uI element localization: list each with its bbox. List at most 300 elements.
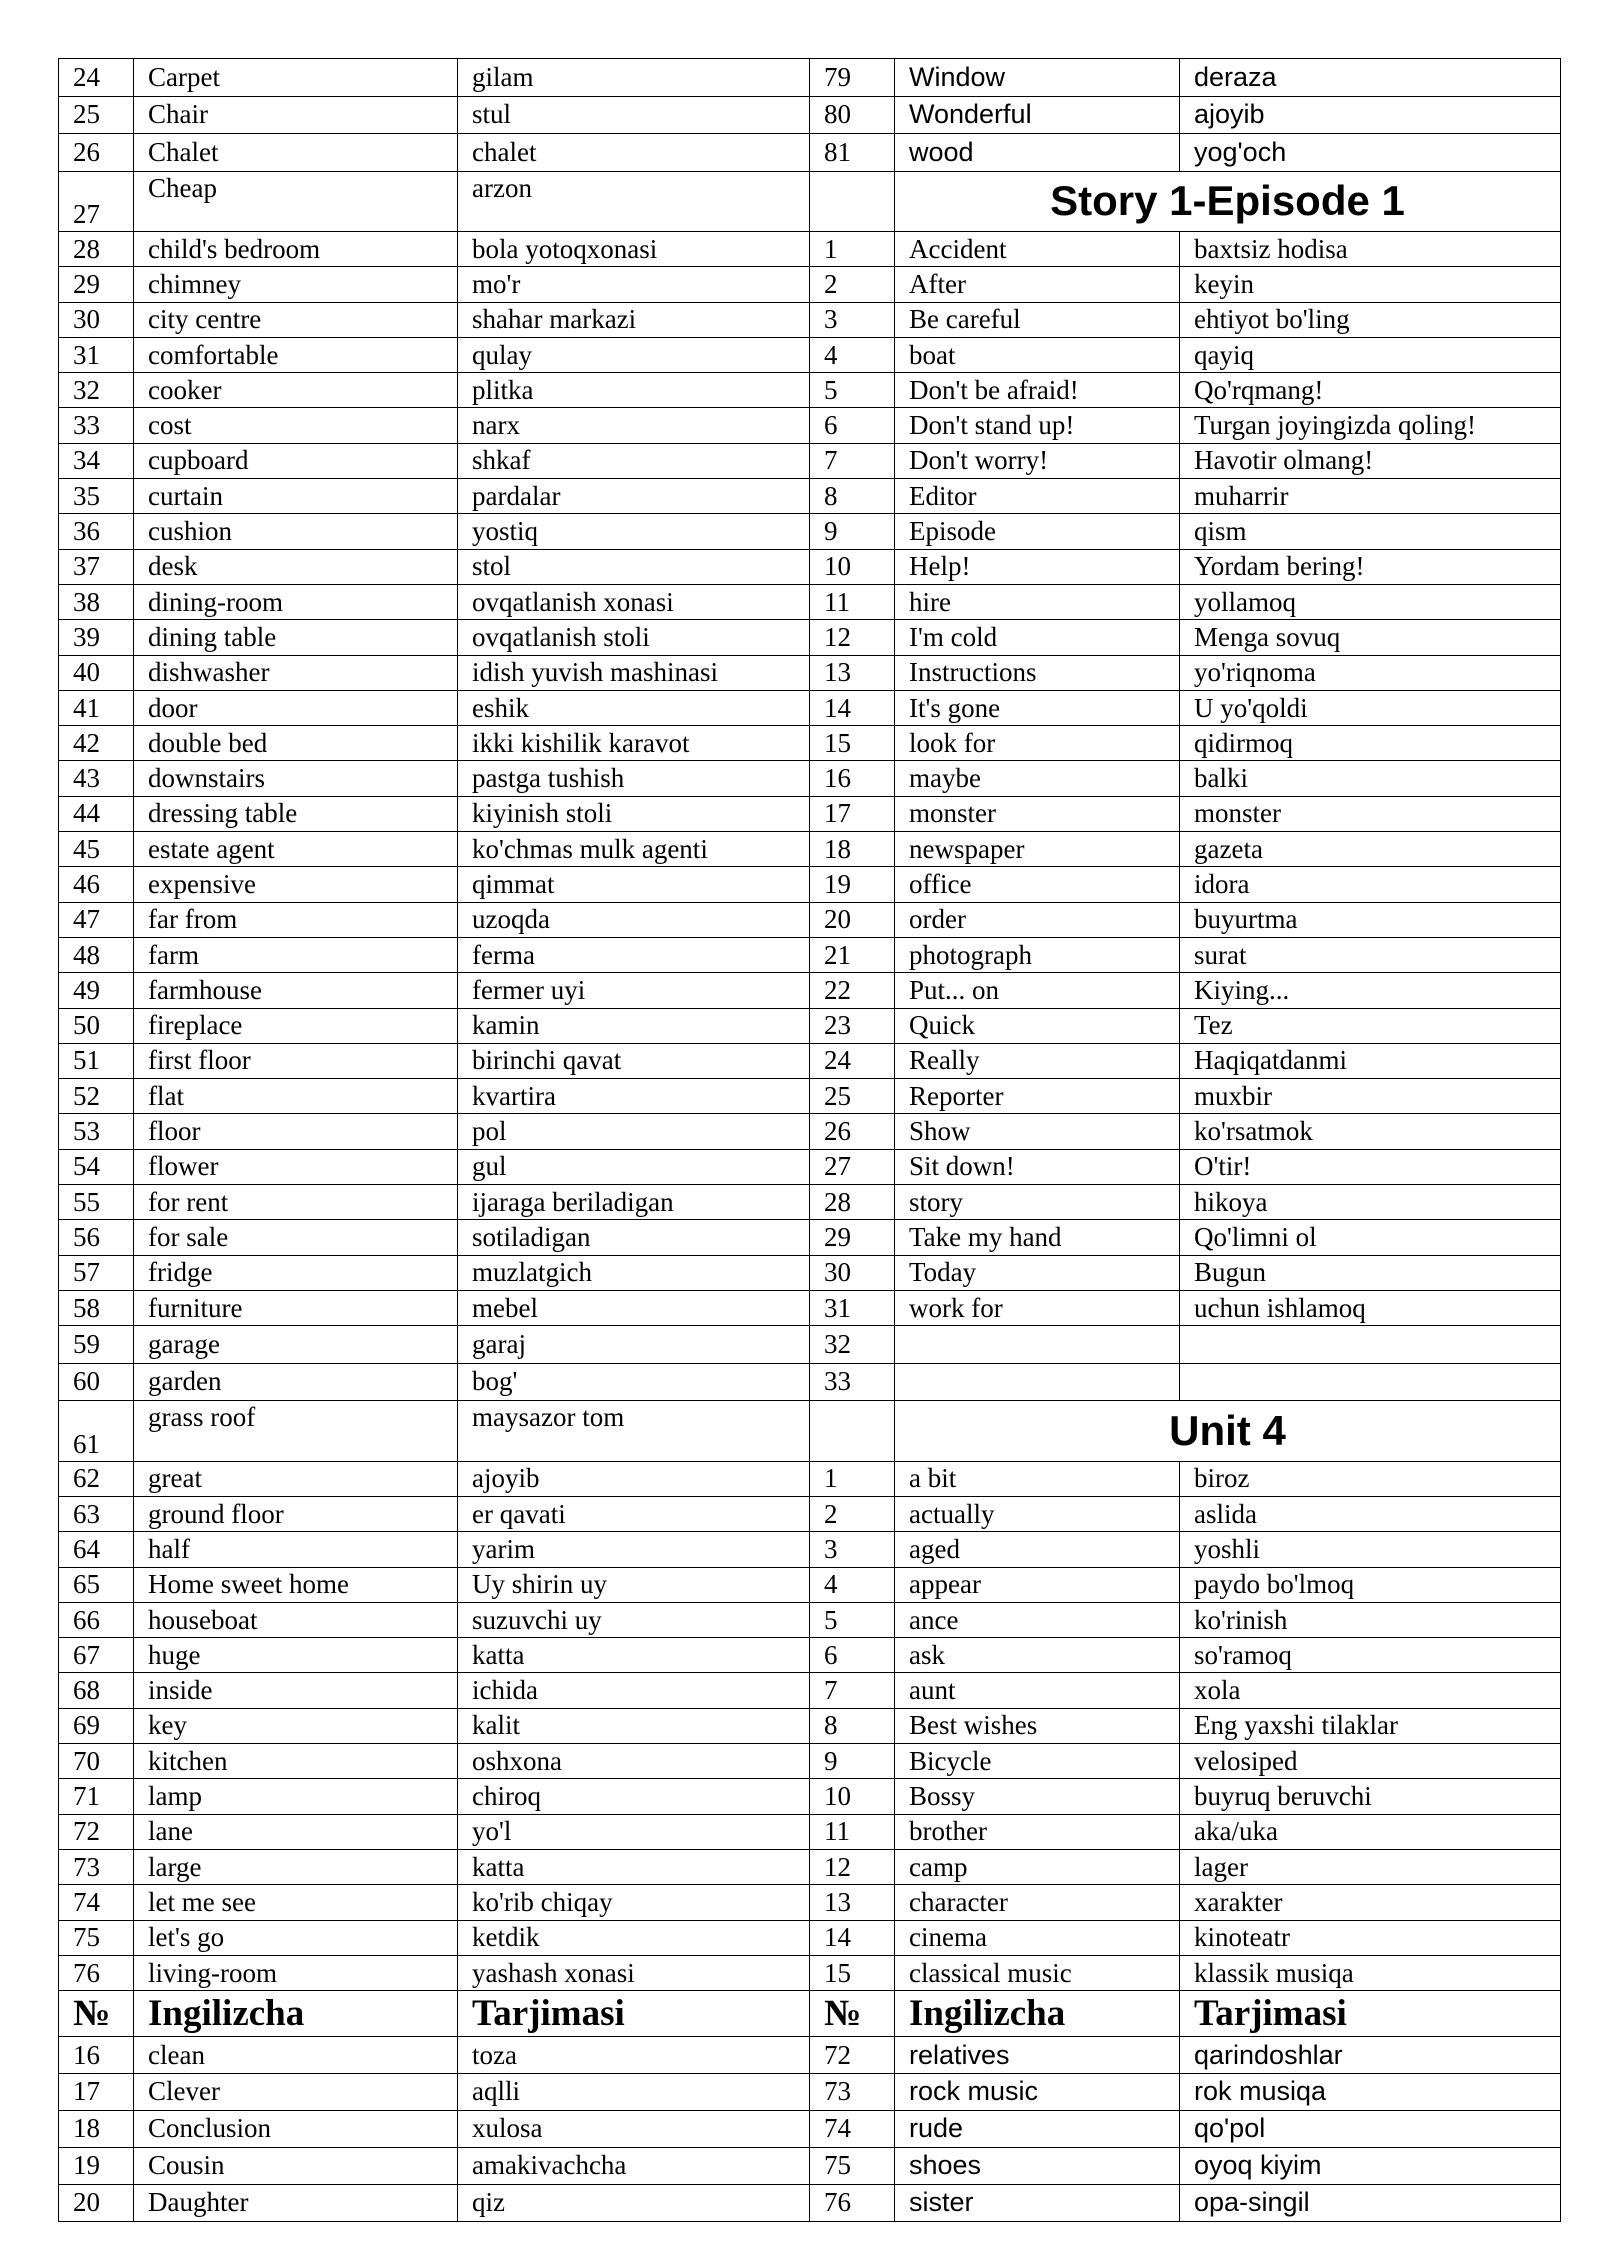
left-word-number: 68 [59, 1673, 134, 1708]
right-english-word: boat [895, 337, 1180, 372]
right-uzbek-translation: ajoyib [1180, 96, 1561, 134]
left-uzbek-translation: kiyinish stoli [458, 796, 810, 831]
table-row [59, 1220, 1561, 1255]
left-uzbek-translation: Uy shirin uy [458, 1567, 810, 1602]
right-uzbek-translation: U yo'qoldi [1180, 690, 1561, 725]
right-uzbek-translation: surat [1180, 937, 1561, 972]
right-word-number: 29 [810, 1220, 895, 1255]
left-word-number: 59 [59, 1326, 134, 1364]
left-word-number: 74 [59, 1885, 134, 1920]
vocabulary-table-body [59, 59, 1561, 2222]
left-word-number: 25 [59, 96, 134, 134]
right-word-number: 26 [810, 1114, 895, 1149]
right-english-word: wood [895, 134, 1180, 172]
right-english-word: Quick [895, 1008, 1180, 1043]
right-uzbek-translation: Turgan joyingizda qoling! [1180, 408, 1561, 443]
table-row [59, 690, 1561, 725]
table-row [59, 232, 1561, 267]
left-english-word: far from [134, 902, 458, 937]
left-uzbek-translation: bog' [458, 1363, 810, 1401]
right-english-word: camp [895, 1849, 1180, 1884]
right-uzbek-translation: O'tir! [1180, 1149, 1561, 1184]
right-uzbek-translation: hikoya [1180, 1185, 1561, 1220]
right-english-word: Editor [895, 479, 1180, 514]
left-uzbek-translation: birinchi qavat [458, 1043, 810, 1078]
right-uzbek-translation: buyurtma [1180, 902, 1561, 937]
right-english-word: Put... on [895, 973, 1180, 1008]
left-english-word: Chalet [134, 134, 458, 172]
left-english-word: dressing table [134, 796, 458, 831]
right-word-number: 14 [810, 690, 895, 725]
right-english-word: Instructions [895, 655, 1180, 690]
right-uzbek-translation: idora [1180, 867, 1561, 902]
right-word-number: 76 [810, 2184, 895, 2221]
left-word-number: 71 [59, 1779, 134, 1814]
right-word-number: 14 [810, 1920, 895, 1955]
left-english-word: fireplace [134, 1008, 458, 1043]
right-english-word: story [895, 1185, 1180, 1220]
right-uzbek-translation: keyin [1180, 267, 1561, 302]
left-word-number: 50 [59, 1008, 134, 1043]
table-row [59, 514, 1561, 549]
left-uzbek-translation: shahar markazi [458, 302, 810, 337]
left-english-word: for sale [134, 1220, 458, 1255]
right-english-word: Take my hand [895, 1220, 1180, 1255]
right-english-word: office [895, 867, 1180, 902]
left-word-number: 73 [59, 1849, 134, 1884]
left-word-number: 41 [59, 690, 134, 725]
left-english-word: child's bedroom [134, 232, 458, 267]
right-english-word: Bicycle [895, 1744, 1180, 1779]
left-english-word: key [134, 1708, 458, 1743]
right-english-word: Window [895, 59, 1180, 97]
left-english-word: furniture [134, 1290, 458, 1325]
left-english-word: lane [134, 1814, 458, 1849]
left-word-number: 33 [59, 408, 134, 443]
left-english-word: first floor [134, 1043, 458, 1078]
right-english-word: Show [895, 1114, 1180, 1149]
right-word-number: 7 [810, 1673, 895, 1708]
left-uzbek-translation: ferma [458, 937, 810, 972]
right-english-word: Don't be afraid! [895, 373, 1180, 408]
table-row [59, 1744, 1561, 1779]
right-uzbek-translation: ko'rinish [1180, 1602, 1561, 1637]
left-uzbek-translation: yarim [458, 1532, 810, 1567]
right-english-word: It's gone [895, 690, 1180, 725]
right-word-number: 18 [810, 832, 895, 867]
right-english-word: classical music [895, 1955, 1180, 1990]
right-word-number: 10 [810, 1779, 895, 1814]
left-uzbek-translation: yashash xonasi [458, 1955, 810, 1990]
left-word-number: 36 [59, 514, 134, 549]
right-word-number: 22 [810, 973, 895, 1008]
right-english-word: Help! [895, 549, 1180, 584]
right-uzbek-translation: Havotir olmang! [1180, 443, 1561, 478]
right-word-number: 2 [810, 267, 895, 302]
left-english-word: houseboat [134, 1602, 458, 1637]
left-uzbek-translation: ijaraga beriladigan [458, 1185, 810, 1220]
table-row [59, 408, 1561, 443]
right-word-number: 8 [810, 479, 895, 514]
left-english-word: grass roof [134, 1401, 458, 1462]
left-uzbek-translation: idish yuvish mashinasi [458, 655, 810, 690]
right-word-number: 2 [810, 1497, 895, 1532]
table-row [59, 832, 1561, 867]
left-uzbek-translation: narx [458, 408, 810, 443]
right-word-number: 30 [810, 1255, 895, 1290]
right-uzbek-translation: qidirmoq [1180, 726, 1561, 761]
right-english-word: ance [895, 1602, 1180, 1637]
left-uzbek-translation: ikki kishilik karavot [458, 726, 810, 761]
right-uzbek-translation: monster [1180, 796, 1561, 831]
left-english-word: downstairs [134, 761, 458, 796]
table-row [59, 1955, 1561, 1990]
right-word-number: 5 [810, 1602, 895, 1637]
right-uzbek-translation: xola [1180, 1673, 1561, 1708]
left-word-number: 76 [59, 1955, 134, 1990]
section-heading: Unit 4 [895, 1401, 1561, 1462]
left-word-number: 24 [59, 59, 134, 97]
left-uzbek-translation: chiroq [458, 1779, 810, 1814]
left-word-number: 65 [59, 1567, 134, 1602]
right-word-number: 9 [810, 514, 895, 549]
left-english-word: Ingilizcha [134, 1991, 458, 2037]
left-uzbek-translation: ovqatlanish stoli [458, 620, 810, 655]
left-word-number: 37 [59, 549, 134, 584]
left-uzbek-translation: ketdik [458, 1920, 810, 1955]
table-row [59, 796, 1561, 831]
table-row [59, 2110, 1561, 2147]
table-row [59, 1255, 1561, 1290]
right-english-word: ask [895, 1638, 1180, 1673]
right-word-number: 11 [810, 584, 895, 619]
left-word-number: 49 [59, 973, 134, 1008]
left-uzbek-translation: uzoqda [458, 902, 810, 937]
left-english-word: city centre [134, 302, 458, 337]
right-word-number: 81 [810, 134, 895, 172]
right-english-word: shoes [895, 2147, 1180, 2184]
left-uzbek-translation: mo'r [458, 267, 810, 302]
right-word-number: 20 [810, 902, 895, 937]
right-word-number: № [810, 1991, 895, 2037]
left-word-number: 75 [59, 1920, 134, 1955]
right-uzbek-translation [1180, 1363, 1561, 1401]
right-english-word: look for [895, 726, 1180, 761]
right-english-word: Episode [895, 514, 1180, 549]
left-word-number: 39 [59, 620, 134, 655]
left-english-word: Home sweet home [134, 1567, 458, 1602]
right-english-word: appear [895, 1567, 1180, 1602]
right-english-word [895, 1326, 1180, 1364]
right-word-number: 21 [810, 937, 895, 972]
right-english-word: hire [895, 584, 1180, 619]
right-uzbek-translation: Tez [1180, 1008, 1561, 1043]
left-english-word: great [134, 1461, 458, 1496]
table-row [59, 1602, 1561, 1637]
right-word-number: 32 [810, 1326, 895, 1364]
left-word-number: 63 [59, 1497, 134, 1532]
right-word-number: 15 [810, 726, 895, 761]
table-row [59, 620, 1561, 655]
table-row [59, 1079, 1561, 1114]
right-uzbek-translation: qism [1180, 514, 1561, 549]
table-row [59, 337, 1561, 372]
table-row [59, 1497, 1561, 1532]
right-uzbek-translation: biroz [1180, 1461, 1561, 1496]
left-english-word: farmhouse [134, 973, 458, 1008]
left-english-word: cooker [134, 373, 458, 408]
table-row [59, 726, 1561, 761]
table-row [59, 2074, 1561, 2111]
table-row [59, 973, 1561, 1008]
table-row [59, 549, 1561, 584]
right-uzbek-translation: klassik musiqa [1180, 1955, 1561, 1990]
left-word-number: 20 [59, 2184, 134, 2221]
right-word-number: 73 [810, 2074, 895, 2111]
left-word-number: 58 [59, 1290, 134, 1325]
left-word-number: 34 [59, 443, 134, 478]
table-row [59, 134, 1561, 172]
left-word-number: 62 [59, 1461, 134, 1496]
table-row [59, 479, 1561, 514]
table-row [59, 1043, 1561, 1078]
left-uzbek-translation: kamin [458, 1008, 810, 1043]
right-uzbek-translation: oyoq kiyim [1180, 2147, 1561, 2184]
right-english-word: work for [895, 1290, 1180, 1325]
left-english-word: Chair [134, 96, 458, 134]
right-english-word: Wonderful [895, 96, 1180, 134]
right-word-number: 5 [810, 373, 895, 408]
right-uzbek-translation: Haqiqatdanmi [1180, 1043, 1561, 1078]
right-uzbek-translation: qo'pol [1180, 2110, 1561, 2147]
left-english-word: estate agent [134, 832, 458, 867]
left-english-word: fridge [134, 1255, 458, 1290]
right-uzbek-translation: opa-singil [1180, 2184, 1561, 2221]
right-word-number: 11 [810, 1814, 895, 1849]
right-uzbek-translation: yoshli [1180, 1532, 1561, 1567]
left-english-word: let me see [134, 1885, 458, 1920]
left-word-number: 48 [59, 937, 134, 972]
table-row [59, 2147, 1561, 2184]
right-uzbek-translation: qayiq [1180, 337, 1561, 372]
left-uzbek-translation: Tarjimasi [458, 1991, 810, 2037]
table-row [59, 867, 1561, 902]
right-word-number: 1 [810, 1461, 895, 1496]
right-english-word: Don't stand up! [895, 408, 1180, 443]
left-uzbek-translation: ko'rib chiqay [458, 1885, 810, 1920]
left-uzbek-translation: chalet [458, 134, 810, 172]
left-word-number: 27 [59, 171, 134, 232]
table-row [59, 59, 1561, 97]
left-uzbek-translation: mebel [458, 1290, 810, 1325]
right-english-word: brother [895, 1814, 1180, 1849]
left-english-word: Conclusion [134, 2110, 458, 2147]
right-english-word: maybe [895, 761, 1180, 796]
right-word-number: 4 [810, 337, 895, 372]
right-word-number: 24 [810, 1043, 895, 1078]
table-row [59, 902, 1561, 937]
left-english-word: floor [134, 1114, 458, 1149]
table-row [59, 1814, 1561, 1849]
right-uzbek-translation: Bugun [1180, 1255, 1561, 1290]
left-english-word: farm [134, 937, 458, 972]
left-word-number: 64 [59, 1532, 134, 1567]
left-uzbek-translation: qimmat [458, 867, 810, 902]
left-uzbek-translation: muzlatgich [458, 1255, 810, 1290]
right-uzbek-translation: Qo'limni ol [1180, 1220, 1561, 1255]
table-row [59, 1326, 1561, 1364]
left-word-number: 17 [59, 2074, 134, 2111]
left-word-number: 61 [59, 1401, 134, 1462]
left-word-number: 46 [59, 867, 134, 902]
table-row [59, 1991, 1561, 2037]
right-english-word: aunt [895, 1673, 1180, 1708]
right-uzbek-translation: rok musiqa [1180, 2074, 1561, 2111]
left-word-number: 72 [59, 1814, 134, 1849]
left-english-word: Clever [134, 2074, 458, 2111]
left-uzbek-translation: garaj [458, 1326, 810, 1364]
left-uzbek-translation: amakivachcha [458, 2147, 810, 2184]
left-english-word: comfortable [134, 337, 458, 372]
table-row [59, 1363, 1561, 1401]
right-english-word: Don't worry! [895, 443, 1180, 478]
left-word-number: 56 [59, 1220, 134, 1255]
right-english-word: character [895, 1885, 1180, 1920]
left-uzbek-translation: xulosa [458, 2110, 810, 2147]
right-english-word: rude [895, 2110, 1180, 2147]
right-english-word: Ingilizcha [895, 1991, 1180, 2037]
left-english-word: ground floor [134, 1497, 458, 1532]
right-uzbek-translation: yo'riqnoma [1180, 655, 1561, 690]
left-english-word: cost [134, 408, 458, 443]
right-uzbek-translation: baxtsiz hodisa [1180, 232, 1561, 267]
right-word-number: 6 [810, 408, 895, 443]
right-word-number: 3 [810, 302, 895, 337]
table-row [59, 761, 1561, 796]
left-english-word: Cousin [134, 2147, 458, 2184]
section-heading: Story 1-Episode 1 [895, 171, 1561, 232]
left-uzbek-translation: katta [458, 1638, 810, 1673]
right-uzbek-translation: deraza [1180, 59, 1561, 97]
table-row [59, 1401, 1561, 1462]
left-english-word: living-room [134, 1955, 458, 1990]
left-english-word: flower [134, 1149, 458, 1184]
right-uzbek-translation: yog'och [1180, 134, 1561, 172]
right-word-number: 28 [810, 1185, 895, 1220]
left-uzbek-translation: pardalar [458, 479, 810, 514]
left-uzbek-translation: ko'chmas mulk agenti [458, 832, 810, 867]
left-word-number: 43 [59, 761, 134, 796]
left-english-word: lamp [134, 1779, 458, 1814]
right-uzbek-translation: Kiying... [1180, 973, 1561, 1008]
right-english-word: rock music [895, 2074, 1180, 2111]
left-english-word: dining table [134, 620, 458, 655]
left-word-number: 16 [59, 2037, 134, 2074]
left-uzbek-translation: yo'l [458, 1814, 810, 1849]
left-english-word: let's go [134, 1920, 458, 1955]
left-word-number: 52 [59, 1079, 134, 1114]
right-english-word [895, 1363, 1180, 1401]
right-uzbek-translation: ko'rsatmok [1180, 1114, 1561, 1149]
table-row [59, 1885, 1561, 1920]
left-uzbek-translation: gul [458, 1149, 810, 1184]
left-word-number: 32 [59, 373, 134, 408]
right-word-number: 8 [810, 1708, 895, 1743]
right-english-word: Really [895, 1043, 1180, 1078]
right-english-word: sister [895, 2184, 1180, 2221]
left-english-word: door [134, 690, 458, 725]
left-word-number: № [59, 1991, 134, 2037]
right-uzbek-translation: uchun ishlamoq [1180, 1290, 1561, 1325]
left-english-word: half [134, 1532, 458, 1567]
right-word-number: 72 [810, 2037, 895, 2074]
right-uzbek-translation: gazeta [1180, 832, 1561, 867]
right-word-number: 12 [810, 1849, 895, 1884]
right-word-number: 33 [810, 1363, 895, 1401]
left-english-word: curtain [134, 479, 458, 514]
table-row [59, 937, 1561, 972]
table-row [59, 1185, 1561, 1220]
right-uzbek-translation: balki [1180, 761, 1561, 796]
right-english-word: cinema [895, 1920, 1180, 1955]
left-word-number: 35 [59, 479, 134, 514]
right-uzbek-translation: Yordam bering! [1180, 549, 1561, 584]
left-uzbek-translation: maysazor tom [458, 1401, 810, 1462]
right-english-word: newspaper [895, 832, 1180, 867]
left-uzbek-translation: aqlli [458, 2074, 810, 2111]
left-uzbek-translation: qulay [458, 337, 810, 372]
left-uzbek-translation: fermer uyi [458, 973, 810, 1008]
right-uzbek-translation: Eng yaxshi tilaklar [1180, 1708, 1561, 1743]
right-english-word: Reporter [895, 1079, 1180, 1114]
right-uzbek-translation: xarakter [1180, 1885, 1561, 1920]
right-uzbek-translation [1180, 1326, 1561, 1364]
right-english-word: Sit down! [895, 1149, 1180, 1184]
right-word-number: 27 [810, 1149, 895, 1184]
left-uzbek-translation: pol [458, 1114, 810, 1149]
right-word-number: 75 [810, 2147, 895, 2184]
left-uzbek-translation: shkaf [458, 443, 810, 478]
right-uzbek-translation: Qo'rqmang! [1180, 373, 1561, 408]
table-row [59, 1532, 1561, 1567]
left-english-word: huge [134, 1638, 458, 1673]
right-word-number: 7 [810, 443, 895, 478]
left-uzbek-translation: sotiladigan [458, 1220, 810, 1255]
left-english-word: cupboard [134, 443, 458, 478]
left-english-word: clean [134, 2037, 458, 2074]
left-uzbek-translation: stul [458, 96, 810, 134]
right-english-word: a bit [895, 1461, 1180, 1496]
right-uzbek-translation: qarindoshlar [1180, 2037, 1561, 2074]
table-row [59, 1673, 1561, 1708]
table-row [59, 171, 1561, 232]
left-uzbek-translation: suzuvchi uy [458, 1602, 810, 1637]
right-word-number: 13 [810, 655, 895, 690]
right-uzbek-translation: aslida [1180, 1497, 1561, 1532]
left-uzbek-translation: gilam [458, 59, 810, 97]
left-word-number: 69 [59, 1708, 134, 1743]
left-word-number: 57 [59, 1255, 134, 1290]
table-row [59, 1149, 1561, 1184]
left-english-word: garden [134, 1363, 458, 1401]
left-word-number: 38 [59, 584, 134, 619]
table-row [59, 584, 1561, 619]
right-uzbek-translation: velosiped [1180, 1744, 1561, 1779]
table-row [59, 1920, 1561, 1955]
left-word-number: 29 [59, 267, 134, 302]
right-word-number: 10 [810, 549, 895, 584]
left-english-word: garage [134, 1326, 458, 1364]
